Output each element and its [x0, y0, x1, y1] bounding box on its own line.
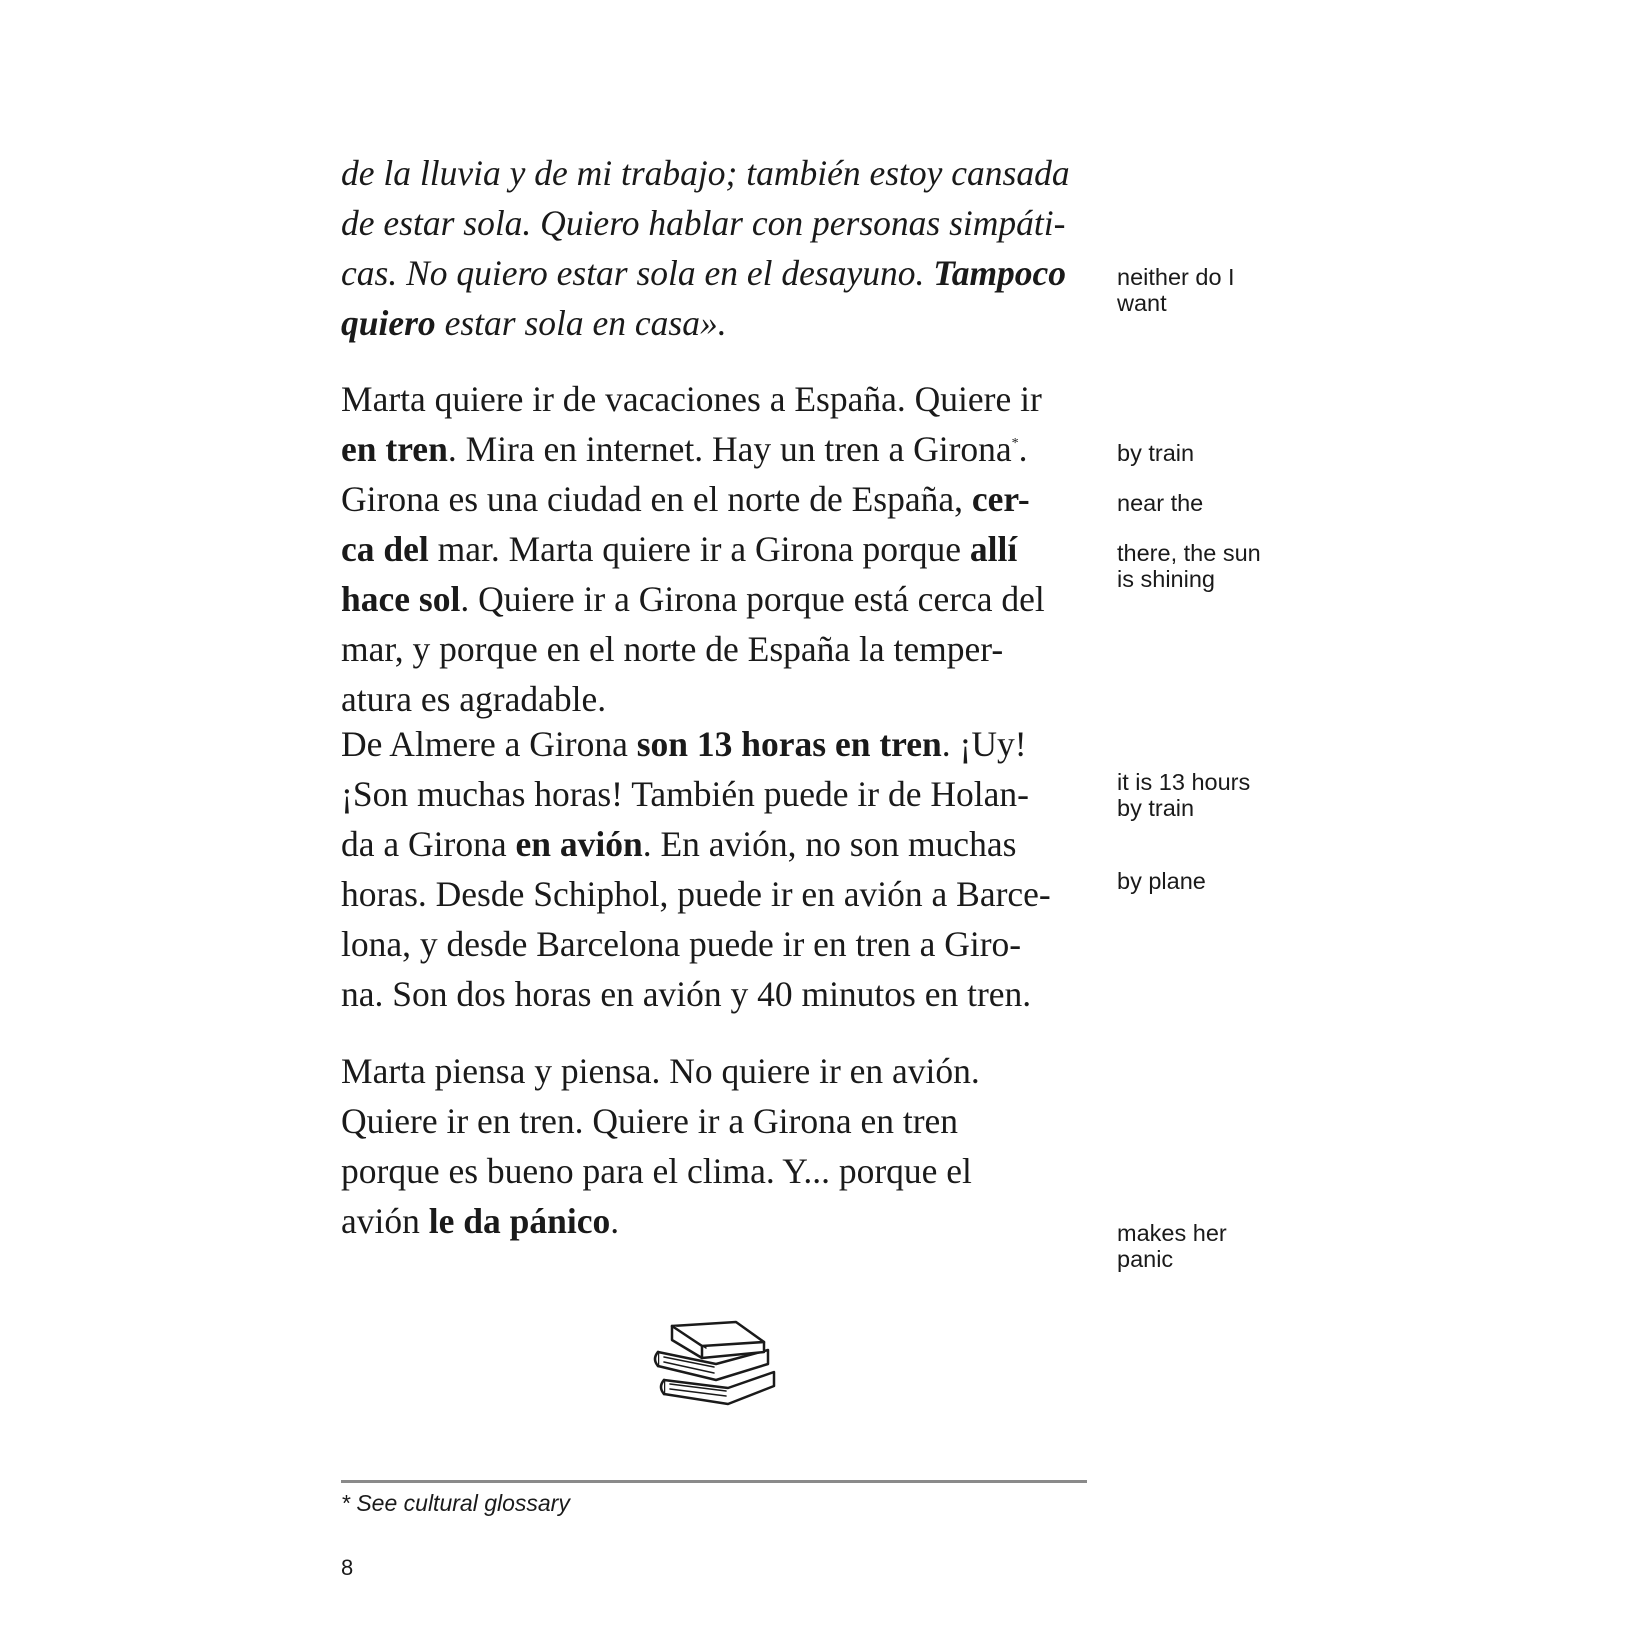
text-line: [341, 579, 1045, 619]
glossed-term: cer-: [971, 479, 1030, 519]
text-run: . En avión, no son muchas: [642, 824, 1017, 864]
text-line: [341, 479, 1030, 519]
text-run: mar. Marta quiere ir a Girona porque: [428, 529, 970, 569]
text-run: atura es agradable.: [341, 679, 607, 719]
gloss-line: there, the sun: [1117, 540, 1261, 566]
text-run: horas. Desde Schiphol, puede ir en avión a Barce-: [341, 874, 1051, 914]
gloss-line: it is 13 hours: [1117, 769, 1251, 795]
gloss-note: [1117, 440, 1194, 466]
text-run: De Almere a Girona: [341, 724, 637, 764]
text-run: na. Son dos horas en avión y 40 minutos en tren.: [341, 974, 1032, 1014]
text-run: .: [1018, 429, 1028, 469]
glossed-term: hace sol: [341, 579, 461, 619]
gloss-note: [1117, 1220, 1227, 1272]
page-number: 8: [341, 1555, 354, 1580]
gloss-line: want: [1117, 290, 1167, 316]
text-run: estar sola en casa».: [435, 303, 727, 343]
glossed-term: en tren: [341, 429, 448, 469]
text-run: Girona es una ciudad en el norte de España,: [341, 479, 972, 519]
text-run: de la lluvia y de mi trabajo; también estoy cansada: [341, 153, 1070, 193]
text-line: [341, 1051, 980, 1091]
text-line: [341, 1201, 620, 1241]
text-run: avión: [341, 1201, 429, 1241]
text-line: [341, 1101, 959, 1141]
text-line: [341, 974, 1032, 1014]
text-line: [341, 824, 1017, 864]
footnote: * See cultural glossary: [341, 1490, 570, 1516]
gloss-line: panic: [1117, 1246, 1174, 1272]
gloss-note: [1117, 264, 1235, 316]
stack-of-books-icon: [650, 1318, 782, 1418]
text-line: [341, 203, 1066, 243]
text-line: [341, 774, 1029, 814]
gloss-line: near the: [1117, 490, 1204, 516]
text-line: [341, 303, 727, 343]
gloss-line: by train: [1117, 440, 1195, 466]
text-run: porque es bueno para el clima. Y... porque el: [341, 1151, 972, 1191]
text-run: ¡Son muchas horas! También puede ir de Holan-: [341, 774, 1029, 814]
text-run: mar, y porque en el norte de España la temper-: [341, 629, 1004, 669]
glossed-term: ca del: [341, 529, 429, 569]
footnote-marker: *: [1011, 436, 1019, 451]
text-line: [341, 629, 1004, 669]
gloss-note: [1117, 769, 1250, 821]
text-run: Quiere ir en tren. Quiere ir a Girona en tren: [341, 1101, 959, 1141]
text-line: [341, 153, 1070, 193]
text-line: [341, 924, 1022, 964]
text-run: cas. No quiero estar sola en el desayuno.: [341, 253, 934, 293]
text-run: Marta quiere ir de vacaciones a España. Quiere ir: [341, 379, 1042, 419]
gloss-line: by train: [1117, 795, 1195, 821]
text-line: [341, 379, 1042, 419]
gloss-line: neither do I: [1117, 264, 1235, 290]
text-run: Marta piensa y piensa. No quiere ir en avión.: [341, 1051, 980, 1091]
gloss-note: [1117, 868, 1206, 894]
text-run: de estar sola. Quiero hablar con personas simpáti-: [341, 203, 1066, 243]
glossed-term: allí: [969, 529, 1018, 569]
text-run: . Mira en internet. Hay un tren a Girona: [447, 429, 1012, 469]
text-line: [341, 1151, 972, 1191]
text-run: da a Girona: [341, 824, 516, 864]
text-line: [341, 253, 1067, 293]
text-run: .: [610, 1201, 620, 1241]
text-line: [341, 529, 1018, 569]
footnote-rule: [341, 1480, 1087, 1483]
glossed-term: Tampoco: [933, 253, 1067, 293]
gloss-note: [1117, 540, 1261, 592]
glossed-term: son 13 horas en tren: [636, 724, 942, 764]
gloss-line: by plane: [1117, 868, 1206, 894]
gloss-note: [1117, 490, 1203, 516]
text-run: lona, y desde Barcelona puede ir en tren a Giro-: [341, 924, 1022, 964]
glossed-term: le da pánico: [428, 1201, 611, 1241]
text-run: . Quiere ir a Girona porque está cerca del: [460, 579, 1045, 619]
text-line: [341, 429, 1028, 469]
text-line: [341, 874, 1051, 914]
gloss-line: is shining: [1117, 566, 1215, 592]
glossed-term: quiero: [341, 303, 436, 343]
text-line: [341, 679, 607, 719]
gloss-line: makes her: [1117, 1220, 1227, 1246]
glossed-term: en avión: [515, 824, 643, 864]
text-line: [341, 724, 1027, 764]
text-run: . ¡Uy!: [941, 724, 1027, 764]
